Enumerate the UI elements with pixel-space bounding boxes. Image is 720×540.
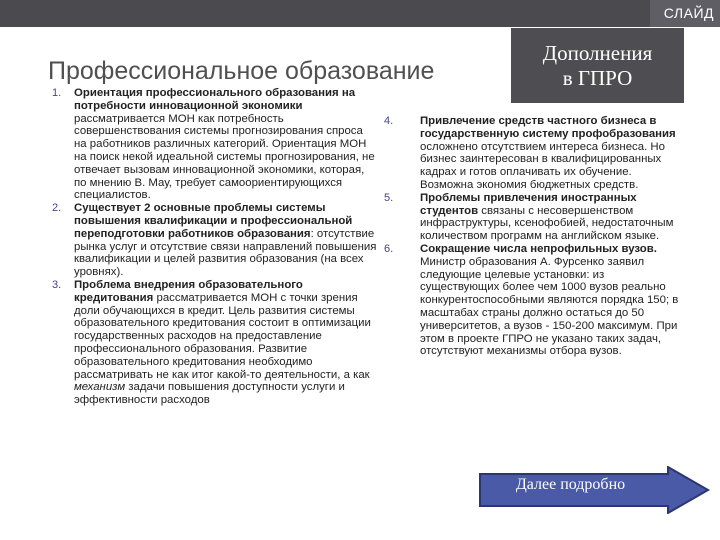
- list-item: [380, 115, 680, 192]
- list-item: [52, 202, 377, 279]
- list-item: [380, 192, 680, 243]
- list-item: [52, 87, 377, 202]
- item-number: 1.: [52, 87, 62, 99]
- item-text-end: задачи повышения доступности услуги и эффективности расходов: [74, 381, 345, 407]
- item-italic-text: механизм: [74, 381, 126, 394]
- more-details-button[interactable]: [478, 466, 710, 514]
- list-item: [380, 243, 680, 358]
- item-text: : отсутствие рынка услуг и отсутствие связи направлений повышения квалификации и целей развития образования (на всех уровнях).: [74, 227, 377, 279]
- more-details-label: Далее подробно: [515, 476, 626, 493]
- item-bold-text: Привлечение средств частного бизнеса в государственную систему профобразования: [420, 115, 676, 140]
- item-text: рассматривается МОН с точки зрения доли обучающихся в кредит. Цель развития системы образовательного кредитования состоит в оптимизации государственных расходов на предоставление профессионального образования. Развитие образовательного кредитования необходимо рассматривать не как итог какой-то деятельности, а как: [74, 291, 371, 381]
- callout-line-1: Дополнения: [542, 40, 653, 65]
- list-item: [52, 279, 377, 407]
- callout-line-2: в ГПРО: [562, 65, 633, 90]
- slide-title: Профессиональное образование: [48, 57, 435, 85]
- item-bold-text: Проблема внедрения образовательного кредитования: [74, 278, 303, 304]
- item-bold-text: Ориентация профессионального образования на потребности инновационной экономики: [74, 87, 356, 112]
- item-number: 3.: [52, 278, 62, 291]
- callout-box: [511, 28, 684, 103]
- item-text: осложнено отсутствием интереса бизнеса. Но бизнес заинтересован в квалифицированных кадрах и готов оплачивать их обучение. Возможна экономия бюджетных средств.: [420, 140, 665, 191]
- right-column: [380, 115, 680, 358]
- item-bold-text: Проблемы привлечения иностранных студентов: [420, 191, 637, 217]
- item-number: 4.: [384, 115, 394, 127]
- item-number: 6.: [384, 242, 394, 255]
- item-number: 5.: [384, 191, 394, 204]
- left-column: [52, 87, 377, 407]
- top-bar: [0, 0, 720, 27]
- slide-label: СЛАЙД: [663, 5, 714, 21]
- item-text: связаны с несовершенством инфраструктуры, ксенофобией, недостаточным количеством программ на английском языке.: [420, 204, 674, 243]
- item-bold-text: Сокращение числа непрофильных вузов.: [420, 242, 657, 255]
- item-text: Министр образования А. Фурсенко заявил следующие целевые установки: из существующих более чем 1000 вузов реально конкурентоспособными являются порядка 150; в масштабах страны должно остаться до 50 университетов, а вузов - 150-200 максимум. При этом в проекте ГПРО не указано таких задач, отсутствуют механизмы отбора вузов.: [420, 255, 679, 358]
- item-text: рассматривается МОН как потребность совершенствования системы прогнозирования спроса на работников различных категорий. Ориентация МОН на поиск некой идеальной системы прогнозирования, не отвечает вызовам инновационной экономики, которая, по мнению В. Мау, требует самоориентирующихся специалистов.: [74, 112, 375, 202]
- item-number: 2.: [52, 202, 62, 215]
- item-bold-text: Существует 2 основные проблемы системы повышения квалификации и профессиональной переподготовки работников образования: [74, 202, 353, 240]
